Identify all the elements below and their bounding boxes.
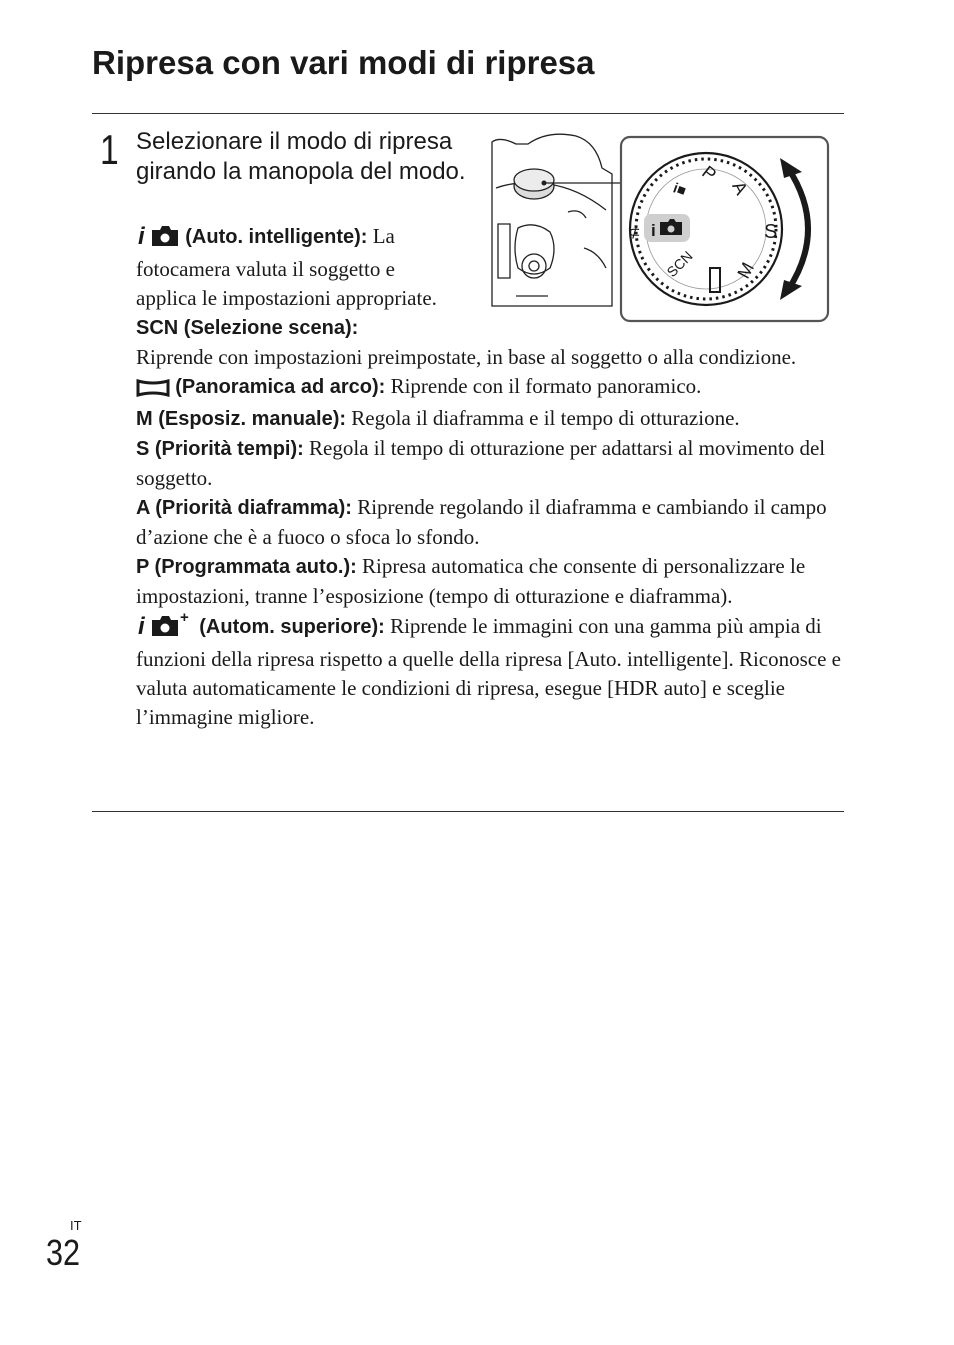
mode-entry-manual bbox=[136, 404, 848, 434]
mode-description: Riprende con impostazioni preimpostate, in base al soggetto o alla condizione. bbox=[136, 344, 797, 369]
svg-text:S: S bbox=[764, 221, 778, 243]
mode-description: Riprende con il formato panoramico. bbox=[390, 373, 702, 398]
svg-text:M: M bbox=[733, 259, 759, 282]
mode-term: (Autom. superiore): bbox=[199, 615, 385, 638]
mode-entry-intelligent-auto bbox=[136, 222, 458, 313]
mode-description: Riprende le immagini con una gamma più ampia di funzioni della ripresa rispetto a quelle della ripresa [Auto. intelligente]. Riconosce e valuta automaticamente le condizioni di ripresa, esegue [HDR auto] e sceglie l’immagine migliore. bbox=[136, 613, 841, 729]
svg-text:i: i bbox=[138, 612, 145, 637]
intelligent-auto-icon bbox=[136, 223, 180, 255]
superior-auto-icon bbox=[136, 611, 194, 645]
svg-text:A: A bbox=[728, 178, 752, 199]
svg-text:+: + bbox=[180, 610, 189, 626]
svg-text:i: i bbox=[138, 223, 145, 247]
mode-description: Regola il tempo di otturazione per adattarsi al movimento del soggetto. bbox=[136, 436, 826, 491]
top-divider bbox=[92, 113, 844, 114]
svg-text:i■: i■ bbox=[671, 179, 689, 199]
mode-description: Riprende regolando il diaframma e cambiando il campo d’azione che è a fuoco o sfoca lo sfondo. bbox=[136, 495, 827, 550]
svg-text:SCN: SCN bbox=[663, 247, 696, 281]
svg-text:i: i bbox=[651, 221, 656, 240]
mode-term: SCN (Selezione scena): bbox=[136, 316, 359, 339]
mode-entry-scene bbox=[136, 313, 848, 372]
page-number: 32 bbox=[46, 1232, 81, 1273]
mode-term: M (Esposiz. manuale): bbox=[136, 408, 347, 431]
svg-text:P: P bbox=[698, 161, 721, 185]
mode-term: (Auto. intelligente): bbox=[185, 226, 368, 248]
step-title: Selezionare il modo di ripresa girando la manopola del modo. bbox=[136, 128, 466, 185]
mode-descriptions bbox=[136, 222, 848, 731]
mode-term: (Panoramica ad arco): bbox=[175, 375, 386, 398]
step-number: 1 bbox=[100, 126, 119, 173]
mode-term: P (Programmata auto.): bbox=[136, 555, 357, 578]
mode-description: Regola il diaframma e il tempo di otturazione. bbox=[351, 406, 740, 431]
mode-entry-panorama bbox=[136, 372, 848, 405]
mode-description: Ripresa automatica che consente di personalizzare le impostazioni, tranne l’esposizione (tempo di otturazione e diaframma). bbox=[136, 553, 806, 608]
bottom-divider bbox=[92, 811, 844, 812]
mode-entry-shutter-priority bbox=[136, 434, 848, 493]
mode-entry-aperture-priority bbox=[136, 493, 848, 552]
sweep-panorama-icon bbox=[136, 376, 170, 405]
svg-text:⊄: ⊄ bbox=[628, 224, 641, 241]
mode-description: La fotocamera valuta il soggetto e applica le impostazioni appropriate. bbox=[136, 224, 437, 310]
page-title: Ripresa con vari modi di ripresa bbox=[92, 44, 595, 81]
mode-term: S (Priorità tempi): bbox=[136, 438, 304, 461]
mode-entry-superior-auto bbox=[136, 611, 848, 732]
page-language-code: IT bbox=[70, 1218, 82, 1233]
mode-entry-program-auto bbox=[136, 552, 848, 611]
mode-term: A (Priorità diaframma): bbox=[136, 497, 352, 520]
